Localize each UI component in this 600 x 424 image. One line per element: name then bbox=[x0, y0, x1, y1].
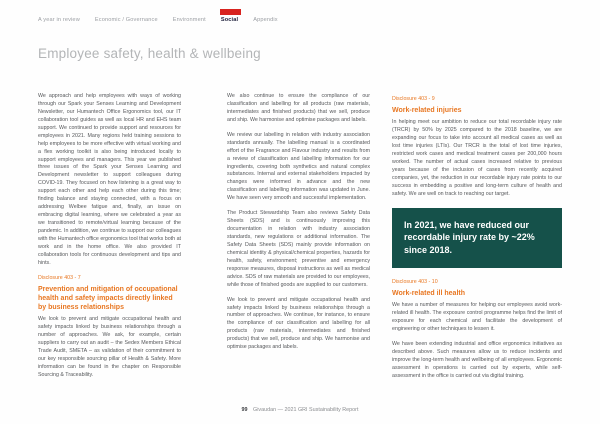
body-paragraph: The Product Stewardship Team also reviews Safety Data Sheets (SDS) and is continuously improving this documentation in relation with industry association standards, new regulations or additional information. The Safety Data Sheets (SDS) mainly provide information on chemical identity & physical/chemical properties, hazards for health, safety, environment; preventive and emergency response measures, disposal instructions as well as medical advice. SDS of raw materials are provided to our employees, while those of finished goods are supplied to our customers. bbox=[227, 210, 370, 288]
nav-tab-label: Appendix bbox=[253, 17, 278, 23]
body-paragraph: We look to prevent and mitigate occupational health and safety impacts linked by business relationships through a number of approaches. We ask, for example, certain suppliers to carry out an audit – the Sedex Members Ethical Trade Audit, SMETA – as validation of their commitment to our key responsible sourcing pillar of Health & Safety. More information can be found in the chapter on Responsible Sourcing & Traceability. bbox=[38, 316, 181, 378]
page-footer bbox=[0, 407, 600, 413]
nav-tab-year-in-review[interactable] bbox=[38, 9, 80, 23]
nav-tab-economic-governance[interactable] bbox=[95, 9, 158, 23]
disclosure-label-403-7: Disclosure 403 - 7 bbox=[38, 274, 81, 281]
callout-text: In 2021, we have reduced our recordable injury rate by ~22% since 2018. bbox=[404, 219, 535, 256]
section-heading-work-related-ill-health: Work-related ill health bbox=[392, 289, 465, 297]
section-heading-work-related-injuries: Work-related injuries bbox=[392, 106, 462, 114]
disclosure-label-403-10: Disclosure 403 - 10 bbox=[392, 278, 438, 285]
injury-rate-callout-box bbox=[392, 208, 562, 268]
nav-tab-label: Environment bbox=[172, 17, 206, 23]
nav-tab-label: Economic / Governance bbox=[94, 17, 158, 23]
nav-tab-environment[interactable] bbox=[173, 9, 206, 23]
report-section-nav bbox=[38, 9, 278, 23]
page-number: 99 bbox=[241, 407, 248, 413]
nav-tab-label: A year in review bbox=[38, 17, 80, 23]
column-right bbox=[392, 93, 562, 387]
body-paragraph: We approach and help employees with ways of working through our Spark your Senses Learning and Development Newsletter, our Humantech Office Ergonomics tool, our IT collaboration tool guides as well as local HR and EHS team support. We continued to provide support and resources for employees in 2021. Many regions held training sessions to help employees to be more effective with virtual working and a flex working toolkit is also being introduced locally to support employees and managers. This year we published three issues of the Spark your Senses Learning and Development newsletter to support colleagues during COVID-19. They focused on how listening is a great way to support each other and help each other during this time; finding balance and staying connected, with a focus on addressing Welbee fatigue and, finally, an issue on embracing digital learning, where we celebrated a year as we transitioned to remote/virtual learning because of the pandemic. In addition, we continue to support our colleagues with the Humantech office ergonomics tool that works both at work and in the home office. We also provided IT collaboration tools for continuous development and tips and hints. bbox=[38, 93, 181, 266]
body-paragraph: We have a number of measures for helping our employees avoid work-related ill health. The exposure control programme helps find the limit of exposure for each chemical and facilitate the development of engineering or other techniques to lessen it. bbox=[392, 302, 562, 332]
page-title: Employee safety, health & wellbeing bbox=[38, 46, 261, 61]
footer-text: Givaudan — 2021 GRI Sustainability Report bbox=[253, 407, 359, 413]
nav-tab-appendix[interactable] bbox=[253, 9, 278, 23]
body-paragraph: We have been extending industrial and office ergonomics initiatives as described above. Such measures allow us to reduce incidents and improve the long-term health and wellbeing of all employees. Ergonomic assessment in operations is carried out by experts, while self-assessment in the office is carried out via digital training. bbox=[392, 340, 562, 379]
body-paragraph: We also continue to ensure the compliance of our classification and labelling for all products (raw materials, intermediates and finished products) that we sell, produce and ship. We harmonise and optimise packages and labels. bbox=[227, 93, 370, 123]
column-middle bbox=[227, 93, 370, 359]
column-left bbox=[38, 93, 181, 387]
body-paragraph: We look to prevent and mitigate occupational health and safety impacts linked by business relationships through a number of approaches. We continue, for instance, to ensure the compliance of our classification and labelling for all products (raw materials, intermediates and finished products) that we sell, produce and ship. We harmonise and optimise packages and labels. bbox=[227, 296, 370, 351]
body-paragraph: In helping meet our ambition to reduce our total recordable injury rate (TRCR) by 50% by 2025 compared to the 2018 baseline, we are expanding our focus to take into account all medical cases as well as lost time injuries (LTIs). Our TRCR is the total of lost time injuries, restricted work cases and medical treatment cases per 200,000 hours worked. The number of actual cases increased relative to previous years because of the inclusion of cases from recently acquired companies, yet, the reduction in our recordable injury rate points to our success in embedding a positive and long-term culture of health and safety. We are well on track to reaching our target. bbox=[392, 119, 562, 197]
nav-tab-label: Social bbox=[220, 17, 239, 23]
disclosure-label-403-9: Disclosure 403 - 9 bbox=[392, 96, 435, 102]
body-paragraph: We review our labelling in relation with industry association standards annually. The labelling manual is a coordinated effort of the Fragrance and Flavour industry and results from a review of classification and labelling information for our ingredients, covering both synthetics and natural complex substances. Internal and external stakeholders impacted by changes were informed in advance and the new classification and labelling information was updated in June. We have seen very smooth and successful implementation. bbox=[227, 131, 370, 202]
section-heading-prevention-mitigation: Prevention and mitigation of occupational health and safety impacts directly linked by business relationships bbox=[38, 285, 178, 312]
three-column-body bbox=[38, 93, 562, 387]
active-tab-marker bbox=[220, 9, 241, 15]
nav-tab-social[interactable] bbox=[221, 9, 238, 23]
